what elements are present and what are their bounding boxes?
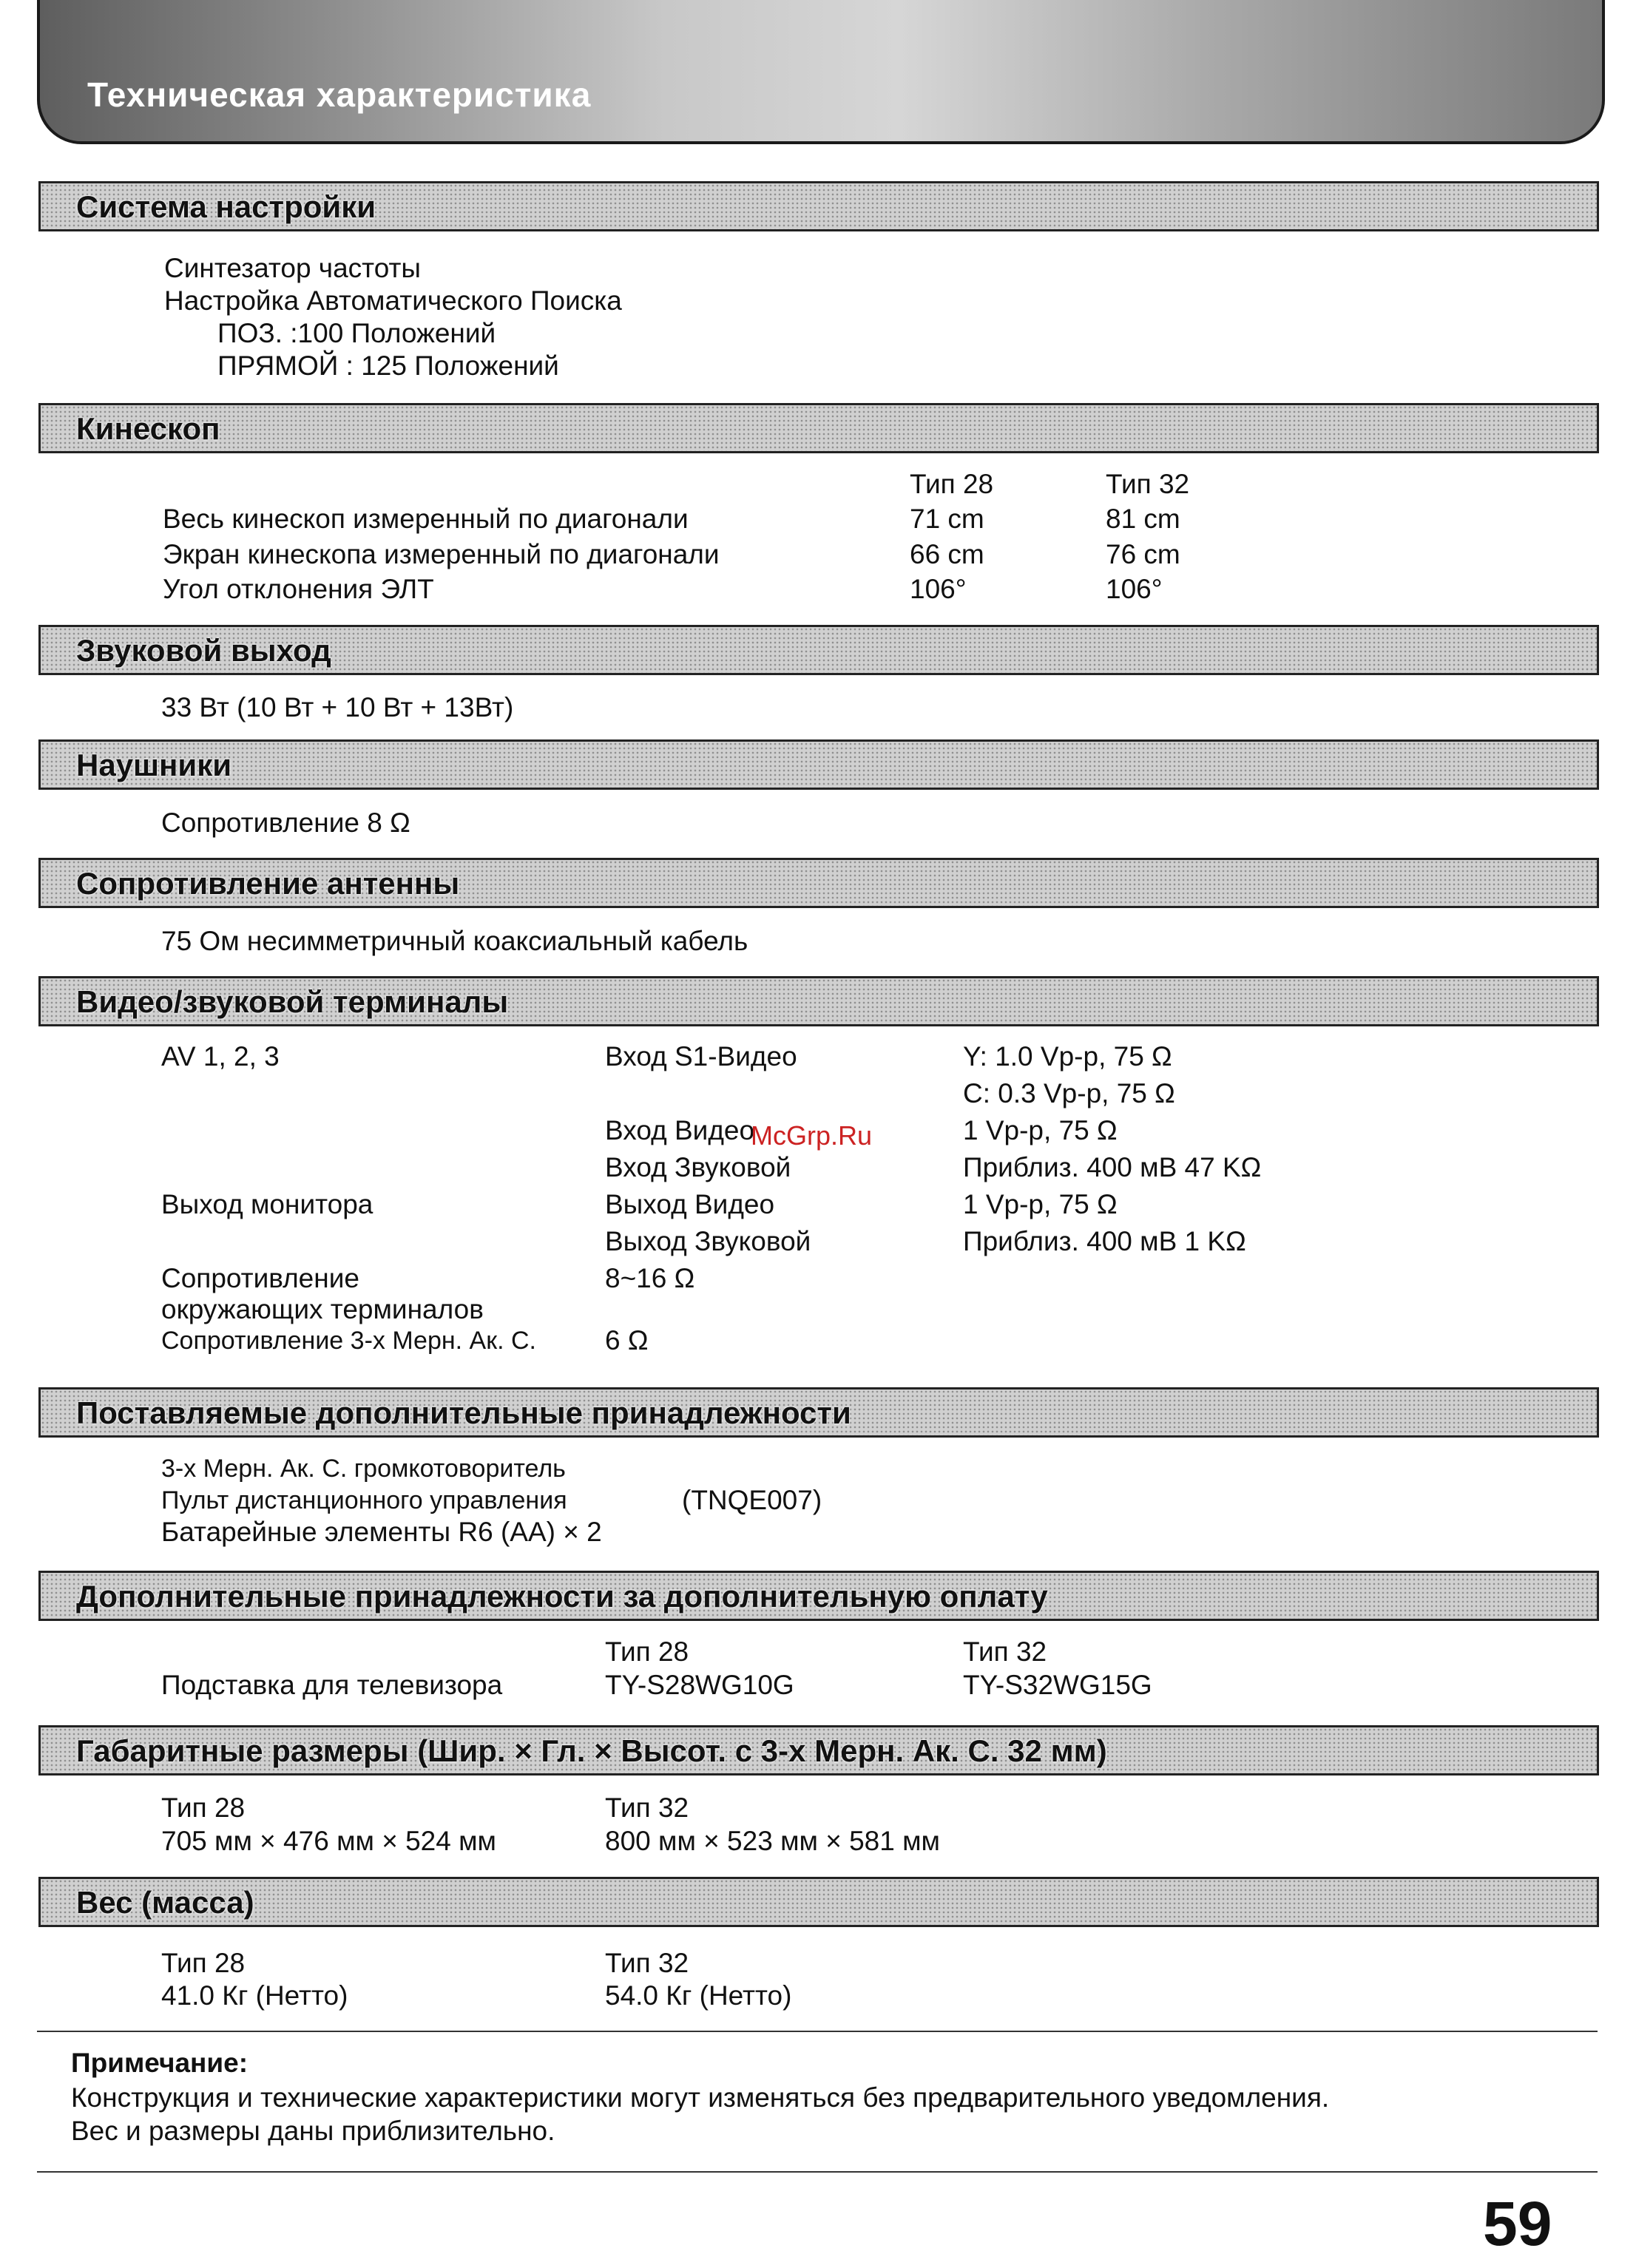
- supplied-item-code: (TNQE007): [682, 1485, 822, 1515]
- section-antenna-heading: Сопротивление антенны: [76, 866, 460, 901]
- section-weight-heading: Вес (масса): [76, 1885, 254, 1920]
- weight-value: 54.0 Кг (Нетто): [605, 1980, 792, 2011]
- tube-row-value: 106°: [910, 574, 967, 604]
- section-tuning-bar: [38, 181, 1599, 231]
- terminals-surround-value: 8~16 Ω: [605, 1263, 695, 1293]
- section-audio-bar: [38, 625, 1599, 675]
- terminals-s1-y-value: Y: 1.0 Vp-p, 75 Ω: [963, 1041, 1172, 1072]
- weight-col-type28: Тип 28: [161, 1948, 246, 1978]
- tuning-line: Синтезатор частоты: [164, 253, 422, 283]
- section-tube-heading: Кинескоп: [76, 411, 220, 446]
- header-banner: [37, 0, 1605, 144]
- tuning-line: ПРЯМОЙ : 125 Положений: [217, 351, 559, 381]
- terminals-audio-input: Вход Звуковой: [605, 1152, 791, 1182]
- section-optional-heading: Дополнительные принадлежности за дополнительную оплату: [76, 1579, 1048, 1614]
- supplied-item: Пульт дистанционного управления: [161, 1486, 567, 1514]
- optional-label: Подставка для телевизора: [161, 1670, 503, 1700]
- terminals-surround-label: Сопротивление: [161, 1263, 359, 1293]
- dimensions-value: 705 мм × 476 мм × 524 мм: [161, 1826, 496, 1856]
- tuning-line: Настройка Автоматического Поиска: [164, 285, 622, 316]
- tube-col-type28: Тип 28: [910, 469, 994, 499]
- optional-col-type28: Тип 28: [605, 1636, 689, 1667]
- tube-row-label: Угол отклонения ЭЛТ: [163, 574, 434, 604]
- headphones-value: Сопротивление 8 Ω: [161, 808, 410, 838]
- terminals-av-label: AV 1, 2, 3: [161, 1041, 280, 1072]
- tube-row-label: Весь кинескоп измеренный по диагонали: [163, 504, 689, 534]
- section-antenna-bar: [38, 858, 1599, 908]
- terminals-video-input-value: 1 Vp-p, 75 Ω: [963, 1115, 1118, 1145]
- terminals-audio-output: Выход Звуковой: [605, 1226, 811, 1256]
- terminals-video-input: Вход Видео: [605, 1115, 755, 1145]
- section-optional-bar: [38, 1571, 1599, 1621]
- terminals-video-output-value: 1 Vp-p, 75 Ω: [963, 1189, 1118, 1219]
- section-dimensions-heading: Габаритные размеры (Шир. × Гл. × Высот. с 3-х Мерн. Ак. С. 32 мм): [76, 1733, 1107, 1768]
- section-terminals-bar: [38, 976, 1599, 1026]
- terminals-s1-c-value: C: 0.3 Vp-p, 75 Ω: [963, 1078, 1175, 1108]
- page-number: 59: [1483, 2189, 1552, 2258]
- page-title: Техническая характеристика: [87, 75, 592, 114]
- tube-col-type32: Тип 32: [1106, 469, 1190, 499]
- divider: [37, 2171, 1598, 2173]
- terminals-video-output: Выход Видео: [605, 1189, 775, 1219]
- section-weight-bar: [38, 1877, 1599, 1927]
- optional-col-type32: Тип 32: [963, 1636, 1047, 1667]
- watermark: McGrp.Ru: [751, 1120, 873, 1151]
- terminals-audio-output-value: Приблиз. 400 мВ 1 KΩ: [963, 1226, 1246, 1256]
- section-supplied-bar: [38, 1387, 1599, 1438]
- terminals-s1-input: Вход S1-Видео: [605, 1041, 797, 1072]
- tuning-line: ПОЗ. :100 Положений: [217, 318, 496, 348]
- supplied-item: Батарейные элементы R6 (AA) × 2: [161, 1517, 602, 1547]
- section-tube-bar: [38, 403, 1599, 453]
- antenna-value: 75 Ом несимметричный коаксиальный кабель: [161, 926, 748, 956]
- tube-row-value: 106°: [1106, 574, 1163, 604]
- dimensions-value: 800 мм × 523 мм × 581 мм: [605, 1826, 940, 1856]
- optional-value: TY-S28WG10G: [605, 1670, 794, 1700]
- weight-col-type32: Тип 32: [605, 1948, 689, 1978]
- supplied-item: 3-х Мерн. Ак. С. громкотоворитель: [161, 1455, 566, 1483]
- section-headphones-bar: [38, 739, 1599, 790]
- tube-row-value: 71 cm: [910, 504, 984, 534]
- terminals-audio-input-value: Приблиз. 400 мВ 47 KΩ: [963, 1152, 1262, 1182]
- terminals-surround-label: окружающих терминалов: [161, 1294, 484, 1324]
- section-headphones-heading: Наушники: [76, 748, 232, 782]
- note-line: Вес и размеры даны приблизительно.: [71, 2116, 555, 2146]
- optional-value: TY-S32WG15G: [963, 1670, 1152, 1700]
- note-line: Конструкция и технические характеристики могут изменяться без предварительного уведомления.: [71, 2082, 1330, 2113]
- divider: [37, 2031, 1598, 2032]
- tube-row-value: 76 cm: [1106, 539, 1180, 569]
- section-supplied-heading: Поставляемые дополнительные принадлежности: [76, 1395, 851, 1430]
- section-tuning-heading: Система настройки: [76, 189, 376, 224]
- audio-value: 33 Вт (10 Вт + 10 Вт + 13Вт): [161, 692, 514, 722]
- dimensions-col-type32: Тип 32: [605, 1793, 689, 1823]
- dimensions-col-type28: Тип 28: [161, 1793, 246, 1823]
- note-label: Примечание:: [71, 2048, 249, 2078]
- weight-value: 41.0 Кг (Нетто): [161, 1980, 348, 2011]
- section-dimensions-bar: [38, 1725, 1599, 1776]
- section-audio-heading: Звуковой выход: [76, 633, 331, 668]
- terminals-monitor-label: Выход монитора: [161, 1189, 373, 1219]
- section-terminals-heading: Видео/звуковой терминалы: [76, 984, 509, 1019]
- tube-row-value: 81 cm: [1106, 504, 1180, 534]
- tube-row-value: 66 cm: [910, 539, 984, 569]
- terminals-center-value: 6 Ω: [605, 1325, 649, 1355]
- terminals-center-label: Сопротивление 3-х Мерн. Ак. С.: [161, 1327, 536, 1355]
- tube-row-label: Экран кинескопа измеренный по диагонали: [163, 539, 720, 569]
